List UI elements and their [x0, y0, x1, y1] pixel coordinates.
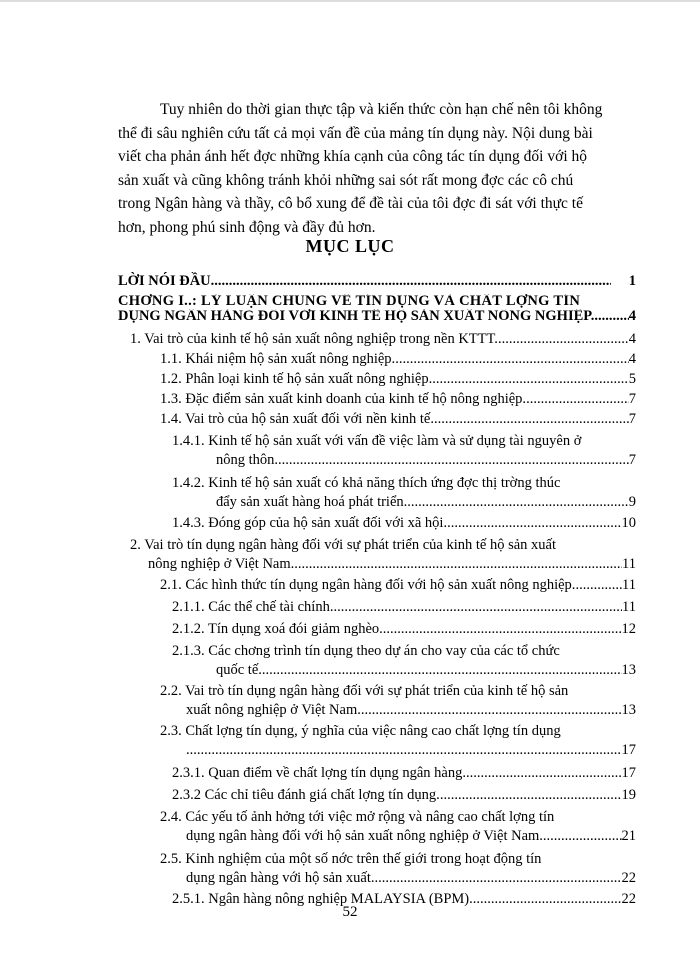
toc-entry[interactable]: [160, 390, 636, 409]
toc-entry[interactable]: [172, 598, 636, 617]
toc-entry-page: 9: [628, 494, 636, 510]
toc-entry-text: 1.3. Đặc điểm sản xuất kinh doanh của kinh tế hộ nông nghiệp.: [160, 391, 527, 407]
toc-entry-text: xuất nông nghiệp ở Việt Nam.: [186, 702, 361, 718]
toc-entry[interactable]: [130, 536, 636, 574]
toc-entry-page: 17: [621, 765, 636, 781]
intro-line: hơn, phong phú sinh động và đầy đủ hơn.: [118, 218, 376, 236]
toc-entry-text: 2.1. Các hình thức tín dụng ngân hàng đối với hộ sản xuất nông nghiệp.: [160, 577, 576, 593]
toc-entry[interactable]: [172, 474, 636, 512]
toc-entry[interactable]: [160, 576, 636, 595]
toc-entry-text: quốc tế.: [216, 662, 262, 678]
toc-entry-text: 1.4. Vai trò của hộ sản xuất đối với nền kinh tế: [160, 411, 431, 427]
toc-entry-text: 1.4.3. Đóng góp của hộ sản xuất đối với xã hội: [172, 515, 444, 531]
toc-entry-text: 2.3. Chất lợng tín dụng, ý nghĩa của việc nâng cao chất lợng tín dụng: [160, 723, 561, 739]
toc-entry[interactable]: [172, 642, 636, 680]
toc-entry-page: 4: [628, 331, 636, 347]
toc-entry-text: 1.2. Phân loại kinh tế hộ sản xuất nông nghiệp.: [160, 371, 433, 387]
toc-entry[interactable]: [160, 350, 636, 369]
toc-entry-page: 4: [628, 309, 636, 324]
toc-entry-page: 22: [621, 891, 636, 907]
toc-entry[interactable]: [160, 370, 636, 389]
toc-entry-page: 11: [622, 556, 636, 572]
toc-entry-text: 1.4.1. Kinh tế hộ sản xuất với vấn đề việc làm và sử dụng tài nguyên ở: [172, 433, 582, 449]
toc-entry-page: 22: [621, 870, 636, 886]
toc-entry-text: 2.3.2 Các chỉ tiêu đánh giá chất lợng tín dụng.: [172, 787, 440, 803]
page-number: 52: [342, 904, 358, 920]
toc-entry-text: 1. Vai trò của kinh tế hộ sản xuất nông nghiệp trong nền KTTT.: [130, 331, 498, 347]
toc-entry[interactable]: [160, 410, 636, 429]
toc-entry-page: 13: [621, 702, 636, 718]
toc-entry-text: 2.4. Các yếu tố ảnh hởng tới việc mở rộng và nâng cao chất lợng tín: [160, 809, 555, 825]
toc-entry-page: 7: [628, 452, 636, 468]
intro-paragraph: [118, 98, 636, 239]
toc-entry[interactable]: [160, 722, 636, 760]
intro-line: viết cha phản ánh hết đợc những khía cạnh của công tác tín dụng đối với hộ: [118, 148, 587, 165]
toc-entry-text: 1.1. Khái niệm hộ sản xuất nông nghiệp.: [160, 351, 396, 367]
intro-line: trong Ngân hàng và thầy, cô bổ xung để đề tài của tôi đợc đi sát với thực tế: [118, 195, 583, 212]
toc-entry-page: 11: [622, 599, 636, 615]
toc-entry-page: 5: [628, 371, 636, 387]
toc-entry-text: 2.1.3. Các chơng trình tín dụng theo dự án cho vay của các tổ chức: [172, 643, 560, 659]
toc-entry-page: 7: [628, 411, 636, 427]
toc-entry-page: 1: [628, 273, 636, 289]
toc-entry-page: 12: [621, 621, 636, 637]
toc-entry-text: đẩy sản xuất hàng hoá phát triển: [216, 494, 404, 510]
toc-entry-text: dụng ngân hàng với hộ sản xuất.: [186, 870, 375, 886]
toc-entry-text: 2.1.2. Tín dụng xoá đói giảm nghèo.: [172, 621, 383, 637]
toc-entry-page: 11: [622, 577, 636, 593]
intro-line: Tuy nhiên do thời gian thực tập và kiến thức còn hạn chế nên tôi không: [160, 101, 603, 118]
toc-entry[interactable]: [172, 514, 636, 533]
toc-entry-text: DỤNG NGÂN HÀNG ĐỐI VỚI KINH TẾ HỘ SẢN XUẤT NÔNG NGHIỆP.: [118, 309, 595, 324]
toc-entry-page: 21: [621, 828, 636, 844]
toc-entry[interactable]: [172, 764, 636, 783]
toc-entry-text: 2.2. Vai trò tín dụng ngân hàng đối với sự phát triển của kinh tế hộ sản: [160, 683, 569, 699]
toc-entry[interactable]: [172, 432, 636, 470]
toc-entry-text: CHƠNG I..: LÝ LUẬN CHUNG VỀ TÍN DỤNG VÀ CHẤT LỢNG TÍN: [118, 294, 581, 309]
toc-entry-text: dụng ngân hàng đối với hộ sản xuất nông nghiệp ở Việt Nam.: [186, 828, 543, 844]
toc-entry-text: 2.5.1. Ngân hàng nông nghiệp MALAYSIA (BPM).: [172, 891, 473, 907]
toc-entry-page: 13: [621, 662, 636, 678]
toc-entry[interactable]: [118, 272, 636, 291]
toc-entry[interactable]: [160, 850, 636, 888]
intro-line: sản xuất và cũng không tránh khỏi những sai sót rất mong đợc các cô chú: [118, 171, 574, 189]
toc-entry-text: 1.4.2. Kinh tế hộ sản xuất có khả năng thích ứng đợc thị trờng thúc: [172, 475, 561, 491]
toc-entry[interactable]: [130, 330, 636, 349]
toc-entry[interactable]: [172, 620, 636, 639]
toc-entry[interactable]: [160, 682, 636, 720]
toc-entry-page: 7: [628, 391, 636, 407]
toc-entry[interactable]: [160, 808, 636, 846]
toc-entry-text: 2.5. Kinh nghiệm của một số nớc trên thế giới trong hoạt động tín: [160, 851, 542, 867]
toc-entry[interactable]: [172, 786, 636, 805]
toc-entry-page: 4: [628, 351, 636, 367]
toc-entry-text: 2. Vai trò tín dụng ngân hàng đối với sự phát triển của kinh tế hộ sản xuất: [130, 537, 557, 553]
toc-entry-page: 17: [621, 742, 636, 758]
toc-entry-text: nông thôn.: [216, 452, 279, 468]
toc-entry-text: nông nghiệp ở Việt Nam.: [148, 556, 295, 572]
toc-entry[interactable]: [118, 294, 636, 324]
toc-entry-page: 10: [621, 515, 636, 531]
toc-entry-page: 19: [621, 787, 636, 803]
intro-line: thể đi sâu nghiên cứu tất cả mọi vấn đề của mảng tín dụng này. Nội dung bài: [118, 124, 593, 142]
toc-title: MỤC LỤC: [305, 236, 395, 256]
toc-entry-text: LỜI NÓI ĐẦU: [118, 273, 211, 289]
toc-entry-text: 2.3.1. Quan điểm về chất lợng tín dụng ngân hàng: [172, 765, 463, 781]
toc-entry-text: 2.1.1. Các thể chế tài chính.: [172, 599, 334, 615]
